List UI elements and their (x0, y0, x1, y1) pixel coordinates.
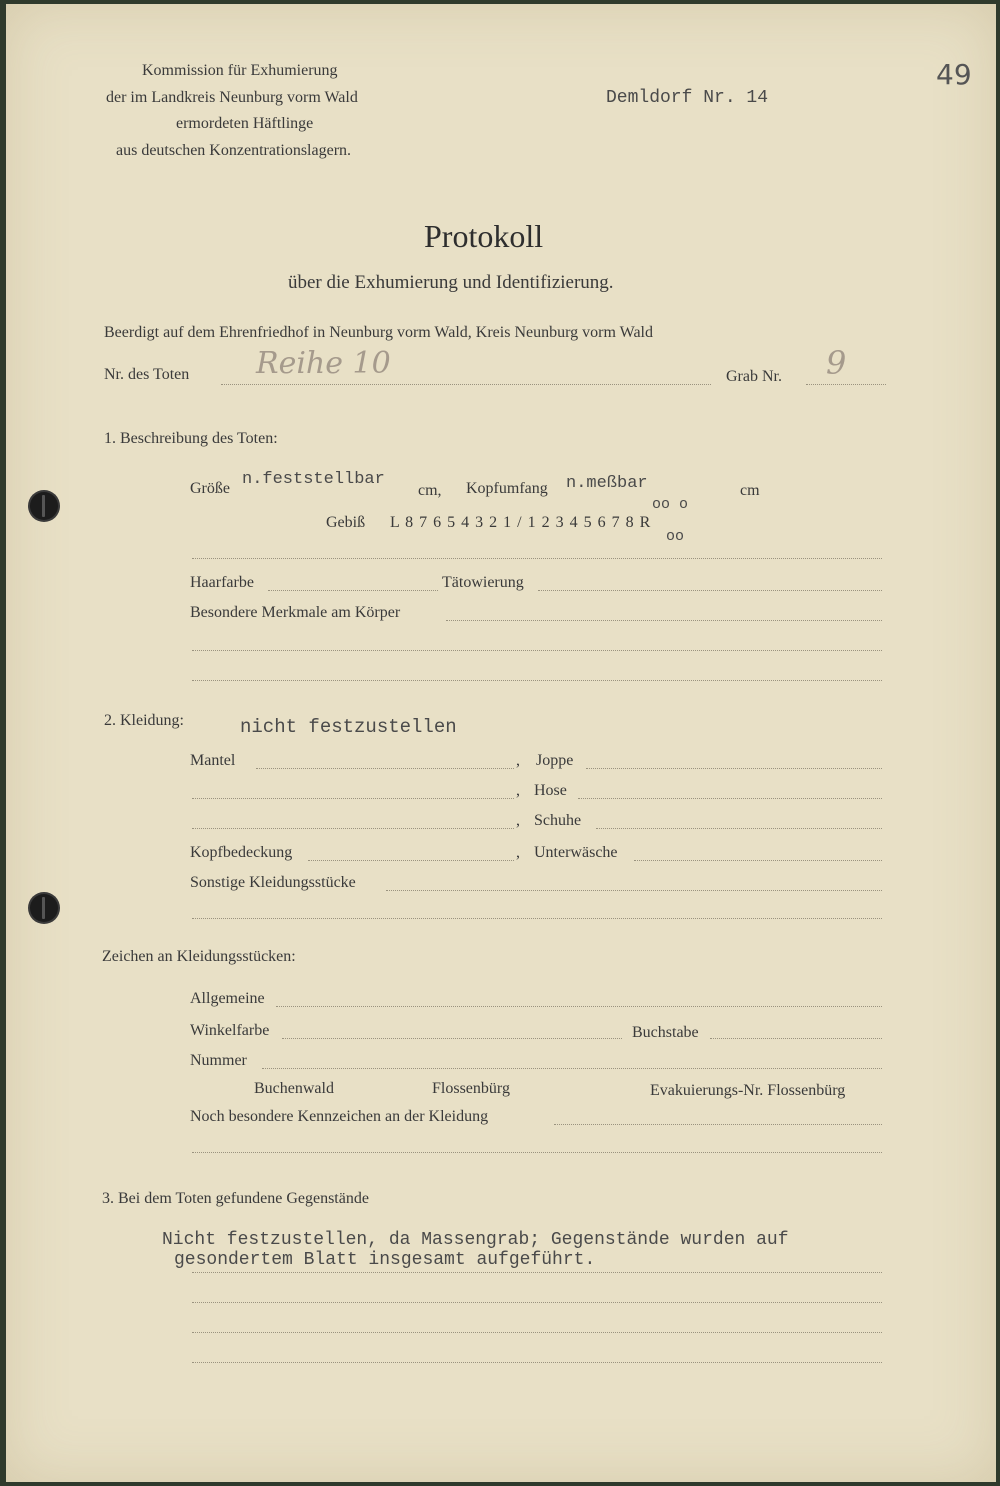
head-label: Kopfumfang (466, 480, 548, 497)
file-reference: Demldorf Nr. 14 (606, 88, 769, 108)
section2-heading: 2. Kleidung: (104, 712, 184, 729)
general-label: Allgemeine (190, 990, 265, 1007)
shoes-label: Schuhe (534, 812, 582, 829)
number-label: Nummer (190, 1052, 247, 1069)
document-title: Protokoll (424, 218, 544, 254)
headwear-label: Kopfbedeckung (190, 844, 293, 861)
punch-hole (30, 492, 58, 520)
special-marks-label: Noch besondere Kennzeichen an der Kleidung (190, 1108, 489, 1125)
teeth-marks-top: oo o (652, 496, 689, 513)
other-clothing-label: Sonstige Kleidungsstücke (190, 874, 356, 891)
punch-hole (30, 894, 58, 922)
trousers-label: Hose (534, 782, 567, 799)
dead-nr-label: Nr. des Toten (104, 366, 190, 383)
document-page: Kommission für Exhumierung der im Landkreis Neunburg vorm Wald ermordeten Häftlinge aus deutschen Konzentrationslagern. Demldorf Nr. 14 49 Protokoll über die Exhumierung und Identifizierung. Beerdigt auf dem Ehrenfriedhof in Neunburg vorm Wald, Kreis Neunburg vorm Wald Nr. des Toten Reihe 10 Grab Nr. 9 1. Beschreibung des Toten: Größe n.feststellbar cm, Kopfumfang n.meßbar cm oo o Gebiß L 8 7 6 5 4 3 2 1 / 1 2 3 4 5 6 7 8 R oo Haarfarbe Tätowierung Besondere Merkmale am Körper 2. Kleidung: nicht festzustellen Mantel , Joppe , Hose , Schuhe Kopfbedeckung , Unterwäsche Sonstige Kleidungsstücke Zeichen an Kleidungsstücken: Allgemeine Winkelfarbe Buchstabe Nummer Buchenwald Flossenbürg Evakuierungs-Nr. Flossenbürg Noch besondere Kennzeichen an der Kleidung 3. Bei dem Toten gefundene Gegenstände Nicht festzustellen, da Massengrab; Gegenstände wurden auf gesondertem Blatt insgesamt aufgeführt. (6, 4, 996, 1482)
items-line-1: Nicht festzustellen, da Massengrab; Gegenstände wurden auf (162, 1230, 789, 1250)
jacket-label: Joppe (536, 752, 574, 769)
letter-label: Buchstabe (632, 1024, 699, 1041)
head-unit: cm (740, 482, 760, 499)
document-subtitle: über die Exhumierung und Identifizierung. (288, 272, 614, 293)
hair-label: Haarfarbe (190, 574, 254, 591)
section1-heading: 1. Beschreibung des Toten: (104, 430, 278, 447)
items-line-2: gesondertem Blatt insgesamt aufgeführt. (174, 1250, 596, 1270)
grave-nr-label: Grab Nr. (726, 368, 782, 385)
page-number: 49 (936, 58, 972, 91)
dead-nr-value: Reihe 10 (256, 346, 391, 381)
buchenwald-label: Buchenwald (254, 1080, 334, 1097)
flossenburg-label: Flossenbürg (432, 1080, 510, 1097)
marks-label: Besondere Merkmale am Körper (190, 604, 401, 621)
evac-nr-label: Evakuierungs-Nr. Flossenbürg (650, 1082, 846, 1099)
teeth-label: Gebiß (326, 514, 366, 531)
section3-heading: 3. Bei dem Toten gefundene Gegenstände (102, 1190, 369, 1207)
marks-heading: Zeichen an Kleidungsstücken: (102, 948, 296, 965)
height-unit: cm, (418, 482, 442, 499)
triangle-color-label: Winkelfarbe (190, 1022, 270, 1039)
height-label: Größe (190, 480, 230, 497)
teeth-marks-bottom: oo (666, 528, 685, 545)
burial-line: Beerdigt auf dem Ehrenfriedhof in Neunburg vorm Wald, Kreis Neunburg vorm Wald (104, 324, 653, 341)
tattoo-label: Tätowierung (442, 574, 524, 591)
commission-line-4: aus deutschen Konzentrationslagern. (116, 142, 352, 159)
teeth-row: L 8 7 6 5 4 3 2 1 / 1 2 3 4 5 6 7 8 R (390, 514, 652, 531)
commission-line-2: der im Landkreis Neunburg vorm Wald (106, 89, 358, 106)
grave-nr-value: 9 (826, 344, 847, 382)
commission-line-3: ermordeten Häftlinge (176, 115, 314, 132)
clothing-value: nicht festzustellen (240, 716, 457, 738)
commission-line-1: Kommission für Exhumierung (142, 62, 338, 79)
head-value: n.meßbar (566, 474, 648, 493)
coat-label: Mantel (190, 752, 236, 769)
height-value: n.feststellbar (242, 470, 385, 489)
underwear-label: Unterwäsche (534, 844, 618, 861)
